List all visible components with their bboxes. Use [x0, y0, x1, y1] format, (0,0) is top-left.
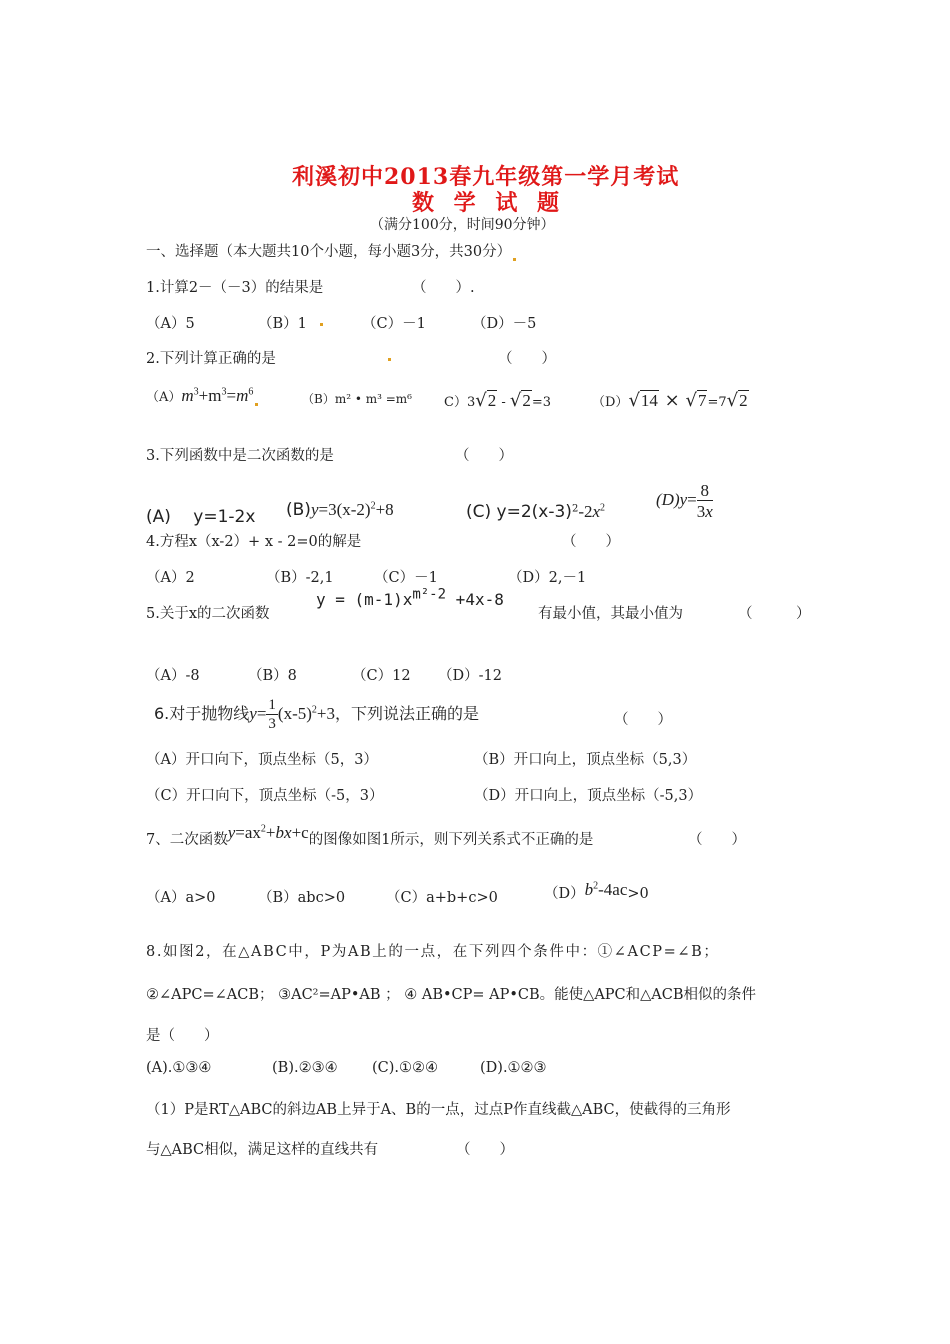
q5-tail: 有最小值，其最小值为: [538, 606, 683, 622]
dot-mark: [255, 403, 258, 406]
q9-line1: （1）P是RT△ABC的斜边AB上异于A、B的一点，过点P作直线截△ABC，使截得的三角形: [146, 1102, 731, 1118]
q8-line2: ②∠APC=∠ACB； ③AC²=AP•AB ； ④ AB•CP= AP•CB。能使△APC和△ACB相似的条件: [146, 987, 757, 1003]
q7-paren: （ ）: [688, 832, 746, 848]
q3-option-d: (D)y= $\frac{8}{3x}$: [656, 481, 713, 521]
q6-option-c: （C）开口向下，顶点坐标（-5，3）: [146, 788, 384, 804]
q2-paren: （ ）: [498, 351, 556, 367]
q1-option-c: （C）－1: [362, 316, 426, 332]
dot-mark: [388, 358, 391, 361]
q5-stem: 5.关于x的二次函数: [146, 606, 270, 622]
q7-stem: 7、二次函数$y=ax^2+bx+c$的图像如图1所示，则下列关系式不正确的是: [146, 823, 594, 848]
q6-option-a: （A）开口向下，顶点坐标（5，3）: [146, 752, 378, 768]
q1-stem: 1.计算2－（－3）的结果是: [146, 280, 324, 296]
q3-stem: 3.下列函数中是二次函数的是: [146, 448, 334, 464]
q7-option-c: （C）a+b+c>0: [386, 890, 498, 906]
exam-subtitle: 数 学 试 题: [412, 190, 565, 216]
q3-option-b: $(B)y=3(x-2)^2+8$: [286, 500, 394, 520]
dot-mark: [513, 258, 516, 261]
q2-option-c: C）3√2 - √2=3: [444, 390, 552, 411]
q4-option-a: （A）2: [146, 570, 195, 586]
q5-option-a: （A）-8: [146, 668, 200, 684]
q2-option-a: $(A)m^3+m^3=m^6$: [146, 386, 258, 406]
q9-line2: 与△ABC相似，满足这样的直线共有: [146, 1142, 379, 1158]
q3-option-a: (A) y=1-2x: [146, 507, 256, 527]
q8-option-d: (D).①②③: [480, 1060, 547, 1076]
q6-stem: 6.对于抛物线y= $\frac{1}{3}$ $(x-5)^2+3$，下列说法正确的是: [154, 697, 480, 732]
q4-paren: （ ）: [562, 534, 620, 550]
q8-option-c: (C).①②④: [372, 1060, 439, 1076]
q4-stem: 4.方程x（x-2）+ x - 2=0的解是: [146, 534, 362, 550]
q5-function: $y = (m-1)x^{m^2-2} +4x-8$: [316, 586, 504, 609]
q3-paren: （ ）: [455, 448, 513, 464]
q5-paren: （ ）: [738, 606, 811, 622]
q8-option-a: (A).①③④: [146, 1060, 212, 1076]
q6-paren: （ ）: [614, 712, 672, 728]
q1-option-b: （B）1: [258, 316, 307, 332]
section-heading: 一、选择题（本大题共10个小题，每小题3分，共30分）: [146, 240, 516, 261]
dot-mark: [320, 323, 323, 326]
q1-option-a: （A）5: [146, 316, 195, 332]
q7-option-d: $(D)b^2-4ac>0$: [544, 880, 649, 902]
q2-option-d: （D）√14 × √7=7√2: [592, 390, 748, 411]
q4-option-c: （C）－1: [374, 570, 438, 586]
q8-line1: 8.如图2，在△ABC中，P为AB上的一点，在下列四个条件中：①∠ACP=∠B；: [146, 944, 720, 960]
q2-stem: 2.下列计算正确的是: [146, 351, 276, 367]
q5-option-c: （C）12: [352, 668, 411, 684]
q8-line3: 是（ ）: [146, 1028, 219, 1044]
q7-option-a: （A）a>0: [146, 890, 216, 906]
q3-option-c: (C) $y=2(x-3)^2-2x^2$: [466, 502, 606, 522]
q7-option-b: （B）abc>0: [258, 890, 346, 906]
exam-title: 利溪初中2013春九年级第一学月考试: [292, 164, 680, 190]
exam-note: （满分100分，时间90分钟）: [370, 217, 555, 233]
q5-option-d: （D）-12: [438, 668, 502, 684]
q4-option-b: （B）-2,1: [266, 570, 334, 586]
q8-option-b: (B).②③④: [272, 1060, 338, 1076]
q6-option-d: （D）开口向上，顶点坐标（-5,3）: [474, 788, 703, 804]
q1-option-d: （D）－5: [472, 316, 537, 332]
q6-option-b: （B）开口向上，顶点坐标（5,3）: [474, 752, 697, 768]
q9-paren: （ ）: [456, 1142, 514, 1158]
q4-option-d: （D）2,－1: [508, 570, 587, 586]
q1-paren: （ ）.: [412, 280, 475, 296]
q2-option-b: （B）m² • m³ =m⁶: [302, 392, 412, 406]
q5-option-b: （B）8: [248, 668, 297, 684]
